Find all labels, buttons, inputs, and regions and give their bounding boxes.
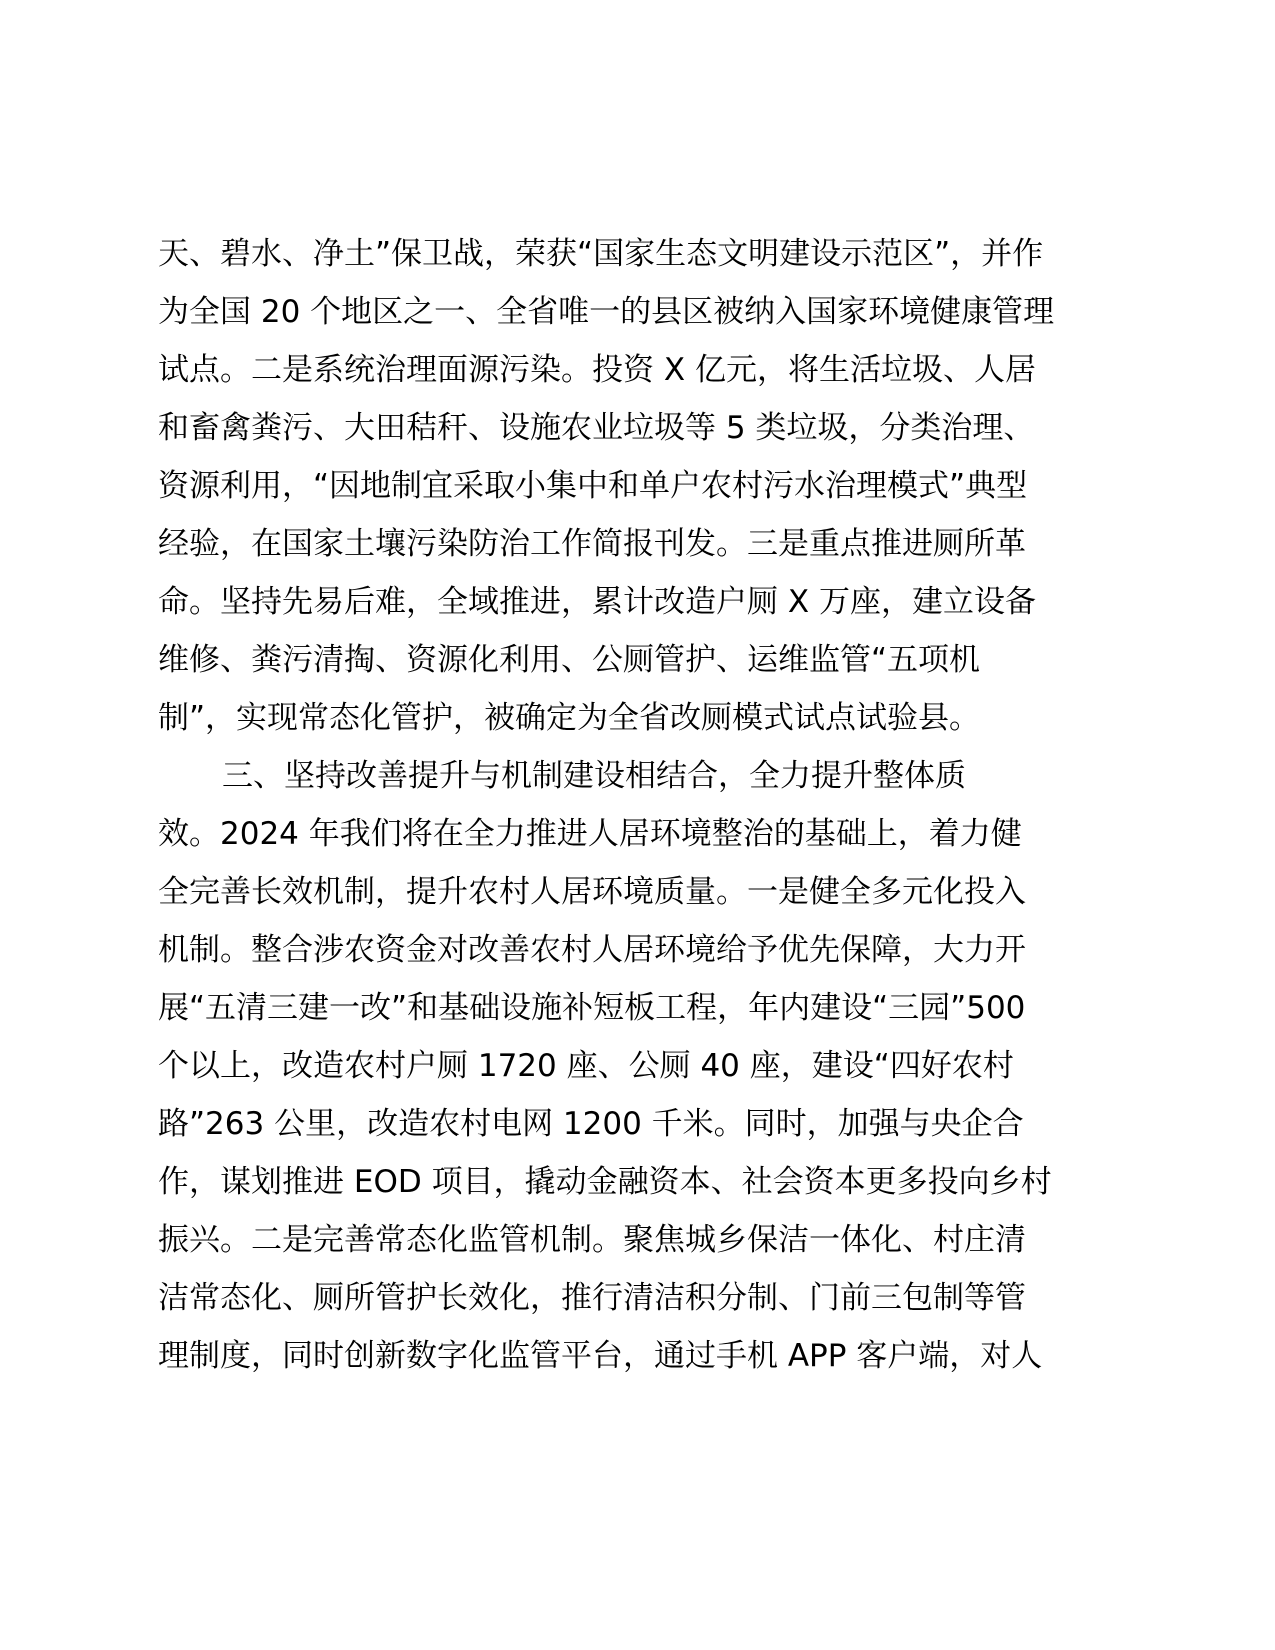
- text-line: 作，谋划推进 EOD 项目，撬动金融资本、社会资本更多投向乡村: [158, 1164, 1052, 1200]
- text-line: 和畜禽粪污、大田秸秆、设施农业垃圾等 5 类垃圾，分类治理、: [158, 410, 1035, 446]
- text-line: 命。坚持先易后难，全域推进，累计改造户厕 X 万座，建立设备: [158, 584, 1036, 620]
- text-line: 理制度，同时创新数字化监管平台，通过手机 APP 客户端，对人: [158, 1338, 1043, 1374]
- text-line: 效。2024 年我们将在全力推进人居环境整治的基础上，着力健: [158, 816, 1022, 852]
- text-line: 路”263 公里，改造农村电网 1200 千米。同时，加强与央企合: [158, 1106, 1024, 1142]
- text-line: 经验，在国家土壤污染防治工作简报刊发。三是重点推进厕所革: [158, 526, 1026, 562]
- text-line: 维修、粪污清掏、资源化利用、公厕管护、运维监管“五项机: [158, 642, 981, 678]
- body-text: [158, 225, 1118, 1385]
- text-line: 全完善长效机制，提升农村人居环境质量。一是健全多元化投入: [158, 874, 1026, 910]
- text-line: 天、碧水、净土”保卫战，荣获“国家生态文明建设示范区”，并作: [158, 236, 1044, 272]
- text-line: 制”，实现常态化管护，被确定为全省改厕模式试点试验县。: [158, 700, 981, 736]
- text-line: 洁常态化、厕所管护长效化，推行清洁积分制、门前三包制等管: [158, 1280, 1026, 1316]
- text-line: 展“五清三建一改”和基础设施补短板工程，年内建设“三园”500: [158, 990, 1026, 1026]
- text-line: 振兴。二是完善常态化监管机制。聚焦城乡保洁一体化、村庄清: [158, 1222, 1026, 1258]
- text-line: 机制。整合涉农资金对改善农村人居环境给予优先保障，大力开: [158, 932, 1026, 968]
- section-heading-line: 三、坚持改善提升与机制建设相结合，全力提升整体质: [222, 758, 966, 794]
- text-line: 为全国 20 个地区之一、全省唯一的县区被纳入国家环境健康管理: [158, 294, 1055, 330]
- text-line: 个以上，改造农村户厕 1720 座、公厕 40 座，建设“四好农村: [158, 1048, 1014, 1084]
- text-line: 试点。二是系统治理面源污染。投资 X 亿元，将生活垃圾、人居: [158, 352, 1036, 388]
- text-line: 资源利用，“因地制宜采取小集中和单户农村污水治理模式”典型: [158, 468, 1028, 504]
